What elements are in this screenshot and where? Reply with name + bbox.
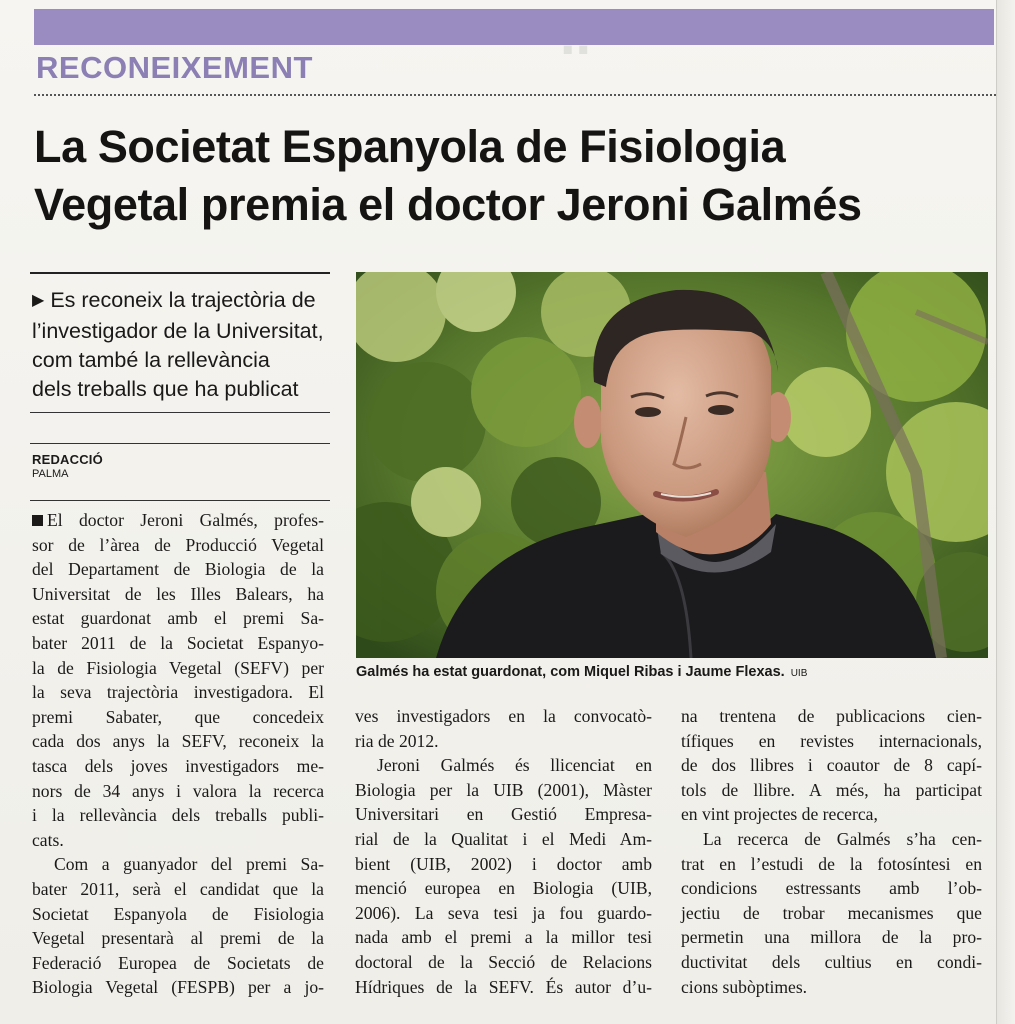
body-line: trat en l’estudi de la fotosíntesi en [681, 853, 982, 874]
byline [32, 452, 103, 480]
divider [30, 412, 330, 413]
body-line: tífiques en revistes internacionals, [681, 730, 982, 751]
portrait-illustration [356, 272, 988, 658]
headline-line: La Societat Espanyola de Fisiologia [34, 121, 786, 172]
section-color-bar [34, 9, 994, 45]
body-line: rial de la Qualitat i el Medi Am- [355, 828, 652, 849]
portrait-photo [356, 272, 988, 658]
body-line: Universitari en Gestió Empresa- [355, 804, 652, 825]
body-line: bient (UIB, 2002) i doctor amb [355, 853, 652, 874]
body-line: El doctor Jeroni Galmés, profes- [47, 510, 324, 530]
section-label: RECONEIXEMENT [36, 50, 313, 85]
body-line: La recerca de Galmés s’ha cen- [703, 828, 982, 849]
body-line: Societat Espanyola de Fisiologia [32, 903, 324, 924]
body-line: tols de llibre. A més, ha participat [681, 779, 982, 800]
body-line: en vint projectes de recerca, [681, 804, 878, 825]
paragraph-square-icon [32, 515, 43, 526]
body-line: cions subòptimes. [681, 976, 808, 997]
body-line: na trentena de publicacions cien- [681, 706, 982, 726]
body-line: permetin una millora de la pro- [681, 927, 982, 948]
body-line: condicions estressants amb l’ob- [681, 878, 982, 899]
body-line: sor de l’àrea de Producció Vegetal [32, 534, 324, 555]
body-line: nors de 34 anys i valora la recerca [32, 780, 324, 801]
divider [30, 443, 330, 444]
triangle-bullet-icon: ▶ [32, 292, 45, 309]
body-line: la de Fisiologia Vegetal (SEFV) per [32, 657, 324, 678]
body-line: de dos llibres i coautor de 8 capí- [681, 755, 982, 776]
body-line: Vegetal presentarà al premi de la [32, 928, 324, 949]
divider [30, 500, 330, 501]
body-line: Universitat de les Illes Balears, ha [32, 583, 324, 604]
byline-place: PALMA [32, 468, 69, 480]
body-line: cats. [32, 829, 64, 850]
body-line: jectiu de trobar mecanismes que [681, 902, 982, 923]
body-line: Jeroni Galmés és llicenciat en [377, 755, 652, 776]
body-line: premi Sabater, que concedeix [32, 706, 324, 727]
body-line: Com a guanyador del premi Sa- [54, 854, 324, 875]
divider [34, 94, 996, 96]
body-line: i la rellevància dels treballs publi- [32, 805, 324, 826]
page-edge [996, 0, 1015, 1024]
divider [30, 272, 330, 274]
body-line: bater 2011 de la Societat Espanyo- [32, 632, 324, 653]
article-column-1 [32, 508, 324, 1000]
article-column-2 [355, 704, 652, 999]
subhead-line: dels treballs que ha publicat [32, 377, 299, 401]
subhead-line: com també la rellevància [32, 348, 270, 372]
photo-caption [356, 664, 988, 680]
body-line: Federació Europea de Societats de [32, 952, 324, 973]
body-line: Biologia Vegetal (FESPB) per a jo- [32, 977, 324, 998]
subhead-line: l’investigador de la Universitat, [32, 319, 324, 343]
body-line: doctoral de la Secció de Relacions [355, 951, 652, 972]
body-line: ductivitat dels cultius en condi- [681, 951, 982, 972]
body-line: nada amb el premi a la millor tesi [355, 927, 652, 948]
subheadline [32, 286, 332, 404]
body-line: tasca dels joves investigadors me- [32, 755, 324, 776]
photo-credit: UIB [790, 668, 808, 679]
body-line: Hídriques de la SEFV. És autor d’u- [355, 976, 652, 997]
subhead-line: Es reconeix la trajectòria de [50, 288, 316, 312]
body-line: Biologia per la UIB (2001), Màster [355, 779, 652, 800]
caption-text: Galmés ha estat guardonat, com Miquel Ribas i Jaume Flexas. [356, 664, 785, 680]
headline-line: Vegetal premia el doctor Jeroni Galmés [34, 179, 862, 230]
body-line: 2006). La seva tesi ja fou guardo- [355, 902, 652, 923]
byline-author: REDACCIÓ [32, 452, 103, 467]
body-line: ria de 2012. [355, 730, 439, 751]
body-line: bater 2011, serà el candidat que la [32, 878, 324, 899]
body-line: del Departament de Biologia de la [32, 559, 324, 580]
body-line: cada dos anys la SEFV, reconeix la [32, 731, 324, 752]
body-line: estat guardonat amb el premi Sa- [32, 608, 324, 629]
body-line: ves investigadors en la convocatò- [355, 706, 652, 726]
headline [34, 118, 996, 234]
article-column-3 [681, 704, 982, 999]
body-line: la seva trajectòria investigadora. El [32, 682, 324, 703]
body-line: menció europea en Biologia (UIB, [355, 878, 652, 899]
